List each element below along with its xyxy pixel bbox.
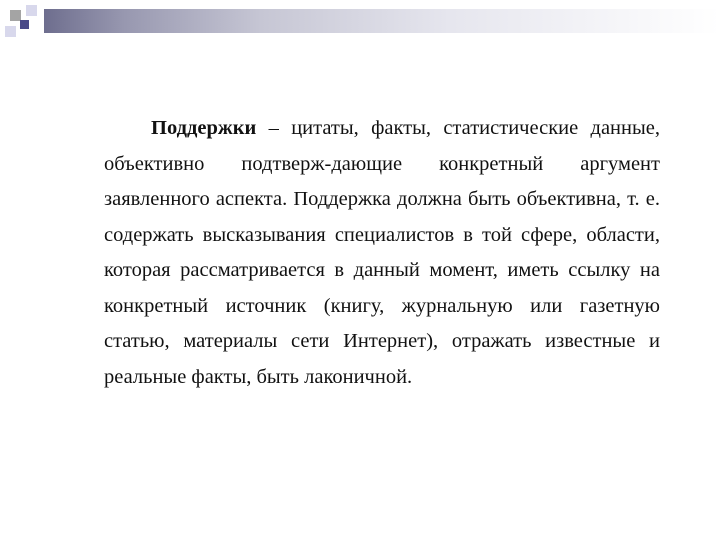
- decorative-square-light-left: [5, 26, 16, 37]
- slide-term: Поддержки: [151, 117, 257, 139]
- slide-definition: – цитаты, факты, статистические данные, объективно подтверж-дающие конкретный аргумент заявленного аспекта. Поддержка должна быть объективна, т. е. содержать высказывания специалистов в той сфере, области, которая рассматривается в данный момент, иметь ссылку на конкретный источник (книгу, журнальную или газетную статью, материалы сети Интернет), отражать известные и реальные факты, быть лаконичной.: [104, 117, 660, 388]
- decorative-square-dark: [20, 20, 29, 29]
- slide-body-text: [104, 111, 660, 395]
- decorative-gradient-band: [44, 9, 720, 33]
- decorative-square-light-top: [26, 5, 37, 16]
